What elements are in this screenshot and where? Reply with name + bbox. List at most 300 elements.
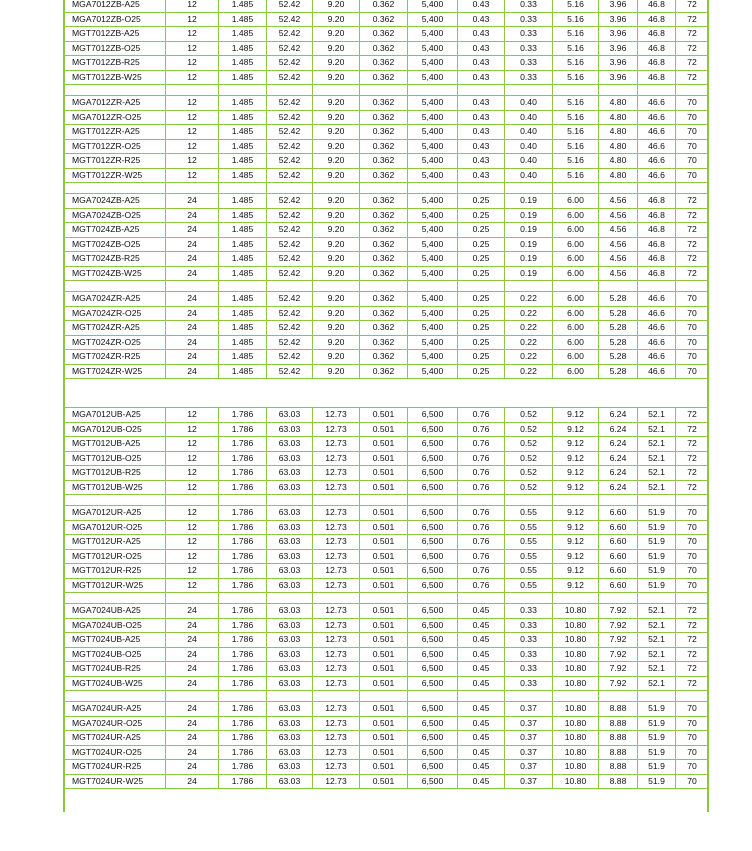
spec-value-cell: 6,500 [408, 520, 458, 535]
spec-value-cell: 12.73 [313, 676, 360, 691]
spec-value-cell: 5,400 [408, 168, 458, 183]
spec-table-top-body [65, 0, 709, 379]
model-number-cell: MGT7024UB-R25 [65, 662, 166, 677]
spec-value-cell: 46.8 [638, 194, 676, 209]
spacer-cell [219, 85, 267, 96]
spacer-cell [505, 85, 553, 96]
spacer-cell [553, 85, 599, 96]
spec-value-cell: 0.40 [505, 96, 553, 111]
spec-value-cell: 12.73 [313, 716, 360, 731]
spec-value-cell: 12.73 [313, 480, 360, 495]
spec-value-cell: 12 [166, 96, 219, 111]
spec-value-cell: 12 [166, 27, 219, 42]
spec-value-cell: 72 [676, 422, 709, 437]
spec-value-cell: 4.80 [599, 96, 638, 111]
model-number-cell: MGT7012ZR-A25 [65, 125, 166, 140]
spec-value-cell: 5.16 [553, 41, 599, 56]
table-row [65, 633, 709, 648]
spec-value-cell: 12 [166, 564, 219, 579]
spec-value-cell: 5.28 [599, 321, 638, 336]
spec-value-cell: 9.20 [313, 125, 360, 140]
spec-value-cell: 24 [166, 335, 219, 350]
spec-value-cell: 6,500 [408, 760, 458, 775]
spec-value-cell: 12.73 [313, 437, 360, 452]
spec-value-cell: 52.1 [638, 662, 676, 677]
model-number-cell: MGT7024ZB-A25 [65, 223, 166, 238]
spec-value-cell: 0.45 [458, 676, 505, 691]
spec-value-cell: 1.786 [219, 520, 267, 535]
spec-value-cell: 70 [676, 760, 709, 775]
spec-value-cell: 0.501 [360, 774, 408, 789]
spec-value-cell: 52.42 [267, 41, 313, 56]
spacer-cell [553, 691, 599, 702]
spec-value-cell: 3.96 [599, 41, 638, 56]
spec-value-cell: 5,400 [408, 364, 458, 379]
table-row [65, 731, 709, 746]
spec-value-cell: 1.786 [219, 702, 267, 717]
spec-value-cell: 46.8 [638, 223, 676, 238]
spec-value-cell: 0.501 [360, 731, 408, 746]
spacer-cell [505, 593, 553, 604]
spec-value-cell: 0.362 [360, 96, 408, 111]
spec-value-cell: 5.16 [553, 0, 599, 12]
spec-value-cell: 72 [676, 0, 709, 12]
spec-value-cell: 6.60 [599, 564, 638, 579]
spec-value-cell: 6.24 [599, 422, 638, 437]
spec-value-cell: 72 [676, 662, 709, 677]
spacer-cell [267, 691, 313, 702]
spec-value-cell: 24 [166, 350, 219, 365]
spec-value-cell: 1.485 [219, 350, 267, 365]
spec-value-cell: 0.43 [458, 27, 505, 42]
spacer-cell [219, 691, 267, 702]
spec-value-cell: 0.25 [458, 306, 505, 321]
spec-value-cell: 9.20 [313, 0, 360, 12]
spec-value-cell: 0.43 [458, 96, 505, 111]
spacer-cell [267, 281, 313, 292]
table-row [65, 139, 709, 154]
spec-value-cell: 1.485 [219, 27, 267, 42]
spec-value-cell: 0.43 [458, 139, 505, 154]
spec-value-cell: 0.25 [458, 194, 505, 209]
spec-value-cell: 24 [166, 618, 219, 633]
spec-value-cell: 46.6 [638, 110, 676, 125]
group-spacer-row [65, 85, 709, 96]
spec-value-cell: 63.03 [267, 480, 313, 495]
spec-value-cell: 10.80 [553, 716, 599, 731]
spec-value-cell: 0.362 [360, 350, 408, 365]
spec-value-cell: 0.45 [458, 745, 505, 760]
spec-value-cell: 52.1 [638, 422, 676, 437]
spacer-cell [676, 495, 709, 506]
model-number-cell: MGT7024UR-W25 [65, 774, 166, 789]
spec-value-cell: 12 [166, 466, 219, 481]
spec-value-cell: 24 [166, 676, 219, 691]
spec-value-cell: 0.501 [360, 535, 408, 550]
spec-value-cell: 0.55 [505, 535, 553, 550]
spec-value-cell: 5.28 [599, 292, 638, 307]
spec-value-cell: 63.03 [267, 506, 313, 521]
spec-value-cell: 1.786 [219, 437, 267, 452]
spec-value-cell: 63.03 [267, 760, 313, 775]
spec-table-bottom-body [65, 408, 709, 789]
spec-value-cell: 6.00 [553, 292, 599, 307]
spec-value-cell: 9.12 [553, 578, 599, 593]
spec-value-cell: 4.80 [599, 125, 638, 140]
spec-value-cell: 0.25 [458, 252, 505, 267]
spec-value-cell: 0.52 [505, 480, 553, 495]
spec-value-cell: 24 [166, 731, 219, 746]
model-number-cell: MGA7024ZB-A25 [65, 194, 166, 209]
spec-value-cell: 12.73 [313, 604, 360, 619]
spacer-cell [65, 691, 166, 702]
spec-value-cell: 10.80 [553, 702, 599, 717]
spec-value-cell: 70 [676, 154, 709, 169]
spec-value-cell: 10.80 [553, 662, 599, 677]
spec-value-cell: 6.24 [599, 437, 638, 452]
spec-value-cell: 24 [166, 633, 219, 648]
spec-value-cell: 9.20 [313, 266, 360, 281]
spec-value-cell: 0.501 [360, 618, 408, 633]
spec-value-cell: 72 [676, 208, 709, 223]
spec-value-cell: 12 [166, 56, 219, 71]
spec-value-cell: 1.786 [219, 578, 267, 593]
spec-value-cell: 63.03 [267, 604, 313, 619]
spec-value-cell: 0.501 [360, 408, 408, 423]
spec-value-cell: 0.362 [360, 0, 408, 12]
spec-value-cell: 6.00 [553, 223, 599, 238]
spec-value-cell: 1.786 [219, 676, 267, 691]
spec-value-cell: 10.80 [553, 633, 599, 648]
spec-value-cell: 6,500 [408, 437, 458, 452]
table-row [65, 451, 709, 466]
spec-value-cell: 70 [676, 564, 709, 579]
spec-value-cell: 1.485 [219, 12, 267, 27]
spec-value-cell: 0.501 [360, 633, 408, 648]
model-number-cell: MGT7012ZR-O25 [65, 139, 166, 154]
table-row [65, 604, 709, 619]
spec-value-cell: 70 [676, 506, 709, 521]
spec-value-cell: 4.56 [599, 208, 638, 223]
table-row [65, 321, 709, 336]
spec-value-cell: 0.501 [360, 520, 408, 535]
spec-value-cell: 72 [676, 676, 709, 691]
model-number-cell: MGA7012UB-A25 [65, 408, 166, 423]
spec-value-cell: 5,400 [408, 27, 458, 42]
model-number-cell: MGT7024ZR-R25 [65, 350, 166, 365]
spec-value-cell: 9.20 [313, 194, 360, 209]
spec-value-cell: 9.12 [553, 437, 599, 452]
spec-value-cell: 72 [676, 27, 709, 42]
spec-value-cell: 1.485 [219, 208, 267, 223]
spec-value-cell: 51.9 [638, 520, 676, 535]
model-number-cell: MGT7024ZB-O25 [65, 237, 166, 252]
table-row [65, 520, 709, 535]
spec-value-cell: 12 [166, 110, 219, 125]
spacer-cell [219, 593, 267, 604]
spec-value-cell: 1.485 [219, 139, 267, 154]
spec-value-cell: 1.485 [219, 252, 267, 267]
spec-value-cell: 0.362 [360, 194, 408, 209]
spec-value-cell: 1.786 [219, 535, 267, 550]
spec-value-cell: 24 [166, 745, 219, 760]
spec-value-cell: 9.20 [313, 27, 360, 42]
spacer-cell [267, 593, 313, 604]
spec-value-cell: 0.25 [458, 292, 505, 307]
table-row [65, 662, 709, 677]
table-row [65, 647, 709, 662]
spec-value-cell: 0.362 [360, 237, 408, 252]
spec-value-cell: 7.92 [599, 618, 638, 633]
spec-value-cell: 0.52 [505, 437, 553, 452]
model-number-cell: MGA7012UB-O25 [65, 422, 166, 437]
spec-value-cell: 1.786 [219, 506, 267, 521]
spec-value-cell: 6.24 [599, 480, 638, 495]
spec-value-cell: 0.45 [458, 618, 505, 633]
spec-value-cell: 10.80 [553, 618, 599, 633]
spec-value-cell: 63.03 [267, 549, 313, 564]
table-row [65, 237, 709, 252]
spec-value-cell: 5,400 [408, 56, 458, 71]
spacer-cell [458, 183, 505, 194]
table-row [65, 578, 709, 593]
spec-value-cell: 5,400 [408, 12, 458, 27]
spec-value-cell: 9.12 [553, 466, 599, 481]
group-spacer-row [65, 691, 709, 702]
spec-value-cell: 70 [676, 350, 709, 365]
spec-value-cell: 46.6 [638, 292, 676, 307]
spec-value-cell: 12 [166, 437, 219, 452]
spec-value-cell: 46.8 [638, 70, 676, 85]
spec-value-cell: 0.76 [458, 506, 505, 521]
model-number-cell: MGA7012ZB-O25 [65, 12, 166, 27]
spacer-cell [65, 281, 166, 292]
spec-value-cell: 0.52 [505, 408, 553, 423]
spec-value-cell: 12 [166, 578, 219, 593]
spec-value-cell: 52.42 [267, 335, 313, 350]
spec-value-cell: 0.76 [458, 549, 505, 564]
spec-value-cell: 0.362 [360, 321, 408, 336]
spec-value-cell: 12 [166, 12, 219, 27]
spec-value-cell: 9.20 [313, 237, 360, 252]
spec-value-cell: 9.12 [553, 564, 599, 579]
spacer-cell [458, 691, 505, 702]
spec-value-cell: 0.37 [505, 760, 553, 775]
spec-value-cell: 0.43 [458, 168, 505, 183]
spec-value-cell: 0.362 [360, 56, 408, 71]
spec-value-cell: 8.88 [599, 716, 638, 731]
spacer-cell [360, 85, 408, 96]
spec-value-cell: 12 [166, 41, 219, 56]
spec-value-cell: 63.03 [267, 422, 313, 437]
model-number-cell: MGT7024ZR-O25 [65, 335, 166, 350]
spec-value-cell: 46.6 [638, 321, 676, 336]
spec-value-cell: 0.45 [458, 760, 505, 775]
spec-value-cell: 0.33 [505, 41, 553, 56]
spec-value-cell: 70 [676, 292, 709, 307]
spacer-cell [313, 593, 360, 604]
spec-value-cell: 9.12 [553, 535, 599, 550]
model-number-cell: MGT7012ZR-W25 [65, 168, 166, 183]
model-number-cell: MGT7024UB-W25 [65, 676, 166, 691]
model-number-cell: MGT7024UR-A25 [65, 731, 166, 746]
spec-value-cell: 0.19 [505, 223, 553, 238]
spec-value-cell: 1.786 [219, 549, 267, 564]
spec-value-cell: 0.362 [360, 266, 408, 281]
spec-value-cell: 1.485 [219, 306, 267, 321]
spec-value-cell: 6,500 [408, 564, 458, 579]
spec-value-cell: 72 [676, 70, 709, 85]
spec-value-cell: 0.55 [505, 564, 553, 579]
spec-value-cell: 0.501 [360, 480, 408, 495]
spec-value-cell: 6,500 [408, 408, 458, 423]
spacer-cell [638, 593, 676, 604]
spec-value-cell: 5.16 [553, 70, 599, 85]
spec-value-cell: 0.37 [505, 774, 553, 789]
spec-value-cell: 5,400 [408, 139, 458, 154]
spec-value-cell: 1.485 [219, 70, 267, 85]
spec-value-cell: 0.76 [458, 437, 505, 452]
spec-value-cell: 10.80 [553, 760, 599, 775]
model-number-cell: MGT7012UB-A25 [65, 437, 166, 452]
spec-value-cell: 12.73 [313, 408, 360, 423]
spacer-cell [360, 691, 408, 702]
spec-value-cell: 9.20 [313, 208, 360, 223]
spec-value-cell: 7.92 [599, 676, 638, 691]
spec-value-cell: 46.8 [638, 208, 676, 223]
spec-value-cell: 0.501 [360, 466, 408, 481]
spec-value-cell: 0.76 [458, 535, 505, 550]
spec-value-cell: 24 [166, 292, 219, 307]
spec-value-cell: 5,400 [408, 125, 458, 140]
spacer-cell [553, 593, 599, 604]
spec-value-cell: 0.362 [360, 364, 408, 379]
spacer-cell [638, 281, 676, 292]
spec-value-cell: 0.501 [360, 564, 408, 579]
spacer-cell [219, 495, 267, 506]
spec-value-cell: 9.20 [313, 335, 360, 350]
spec-value-cell: 9.20 [313, 154, 360, 169]
spec-value-cell: 51.9 [638, 731, 676, 746]
spec-value-cell: 12.73 [313, 702, 360, 717]
spec-value-cell: 52.1 [638, 647, 676, 662]
spec-value-cell: 5.16 [553, 154, 599, 169]
spec-value-cell: 12.73 [313, 422, 360, 437]
spec-value-cell: 5,400 [408, 223, 458, 238]
spec-value-cell: 70 [676, 520, 709, 535]
spec-value-cell: 52.1 [638, 437, 676, 452]
spec-value-cell: 46.8 [638, 237, 676, 252]
spec-value-cell: 12.73 [313, 564, 360, 579]
spacer-cell [505, 281, 553, 292]
spec-value-cell: 6.24 [599, 408, 638, 423]
spec-value-cell: 0.19 [505, 266, 553, 281]
spacer-cell [408, 183, 458, 194]
spec-value-cell: 0.52 [505, 466, 553, 481]
spec-value-cell: 12 [166, 408, 219, 423]
spec-value-cell: 5,400 [408, 335, 458, 350]
spec-value-cell: 0.501 [360, 647, 408, 662]
spec-value-cell: 1.786 [219, 466, 267, 481]
spec-value-cell: 52.42 [267, 350, 313, 365]
spec-value-cell: 1.786 [219, 480, 267, 495]
model-number-cell: MGT7024ZB-R25 [65, 252, 166, 267]
spec-value-cell: 12.73 [313, 633, 360, 648]
spec-value-cell: 70 [676, 745, 709, 760]
spec-value-cell: 1.786 [219, 760, 267, 775]
spec-value-cell: 52.1 [638, 480, 676, 495]
model-number-cell: MGT7012UB-R25 [65, 466, 166, 481]
spec-value-cell: 52.42 [267, 96, 313, 111]
spec-value-cell: 0.22 [505, 335, 553, 350]
spacer-cell [505, 183, 553, 194]
spec-value-cell: 0.43 [458, 125, 505, 140]
spec-value-cell: 6,500 [408, 618, 458, 633]
spacer-cell [599, 281, 638, 292]
spec-value-cell: 9.20 [313, 110, 360, 125]
spec-value-cell: 52.42 [267, 321, 313, 336]
spec-value-cell: 0.37 [505, 745, 553, 760]
spec-value-cell: 46.8 [638, 266, 676, 281]
spacer-cell [676, 593, 709, 604]
spec-value-cell: 0.362 [360, 154, 408, 169]
spec-value-cell: 0.22 [505, 292, 553, 307]
spec-value-cell: 4.80 [599, 168, 638, 183]
spec-value-cell: 6,500 [408, 549, 458, 564]
spec-value-cell: 70 [676, 110, 709, 125]
spec-value-cell: 0.43 [458, 12, 505, 27]
spec-value-cell: 24 [166, 252, 219, 267]
table-row [65, 208, 709, 223]
spec-value-cell: 1.786 [219, 647, 267, 662]
spec-value-cell: 6.24 [599, 451, 638, 466]
spec-value-cell: 6.00 [553, 306, 599, 321]
spec-value-cell: 1.485 [219, 292, 267, 307]
spacer-cell [267, 183, 313, 194]
spec-value-cell: 6,500 [408, 745, 458, 760]
spec-value-cell: 3.96 [599, 70, 638, 85]
spec-value-cell: 0.362 [360, 223, 408, 238]
spec-value-cell: 0.43 [458, 154, 505, 169]
spec-value-cell: 0.501 [360, 745, 408, 760]
spec-value-cell: 0.40 [505, 168, 553, 183]
spec-value-cell: 24 [166, 194, 219, 209]
spec-value-cell: 51.9 [638, 535, 676, 550]
spec-value-cell: 72 [676, 408, 709, 423]
group-spacer-row [65, 495, 709, 506]
spacer-cell [267, 85, 313, 96]
spec-value-cell: 0.76 [458, 408, 505, 423]
spec-value-cell: 0.76 [458, 564, 505, 579]
model-number-cell: MGT7012UR-O25 [65, 549, 166, 564]
spec-value-cell: 1.786 [219, 662, 267, 677]
spec-value-cell: 5,400 [408, 0, 458, 12]
spec-value-cell: 12 [166, 451, 219, 466]
spacer-cell [553, 183, 599, 194]
spec-value-cell: 52.42 [267, 208, 313, 223]
table-row [65, 760, 709, 775]
table-row [65, 0, 709, 12]
spec-value-cell: 0.52 [505, 451, 553, 466]
table-row [65, 292, 709, 307]
spacer-cell [599, 85, 638, 96]
spec-value-cell: 63.03 [267, 408, 313, 423]
spec-value-cell: 9.12 [553, 451, 599, 466]
spacer-cell [638, 691, 676, 702]
spec-value-cell: 5.16 [553, 168, 599, 183]
spec-value-cell: 0.501 [360, 451, 408, 466]
spacer-cell [166, 593, 219, 604]
